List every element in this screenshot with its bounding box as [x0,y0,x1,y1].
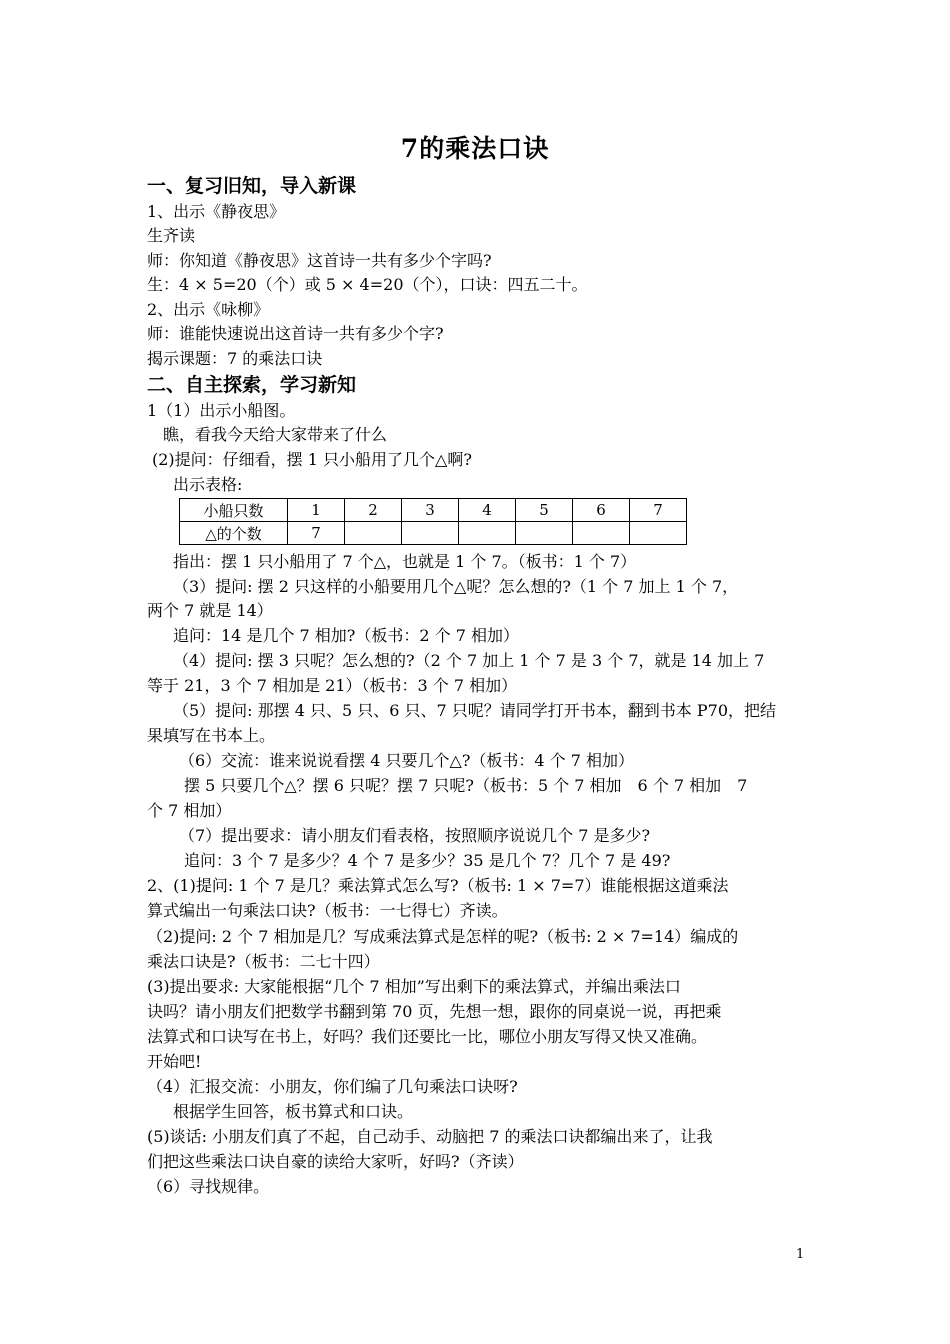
text-line: （5）提问: 那摆 4 只、5 只、6 只、7 只呢？请同学打开书本，翻到书本 P70，把结 [173,701,777,720]
table-cell: 4 [459,499,516,522]
text-line: 师：你知道《静夜思》这首诗一共有多少个字吗? [147,251,492,270]
text-line: 两个 7 就是 14） [147,601,273,620]
text-line: 瞧，看我今天给大家带来了什么 [163,425,388,444]
table-row-header: 小船只数 [180,499,288,522]
table-cell: 7 [288,522,345,545]
text-line: 诀吗？请小朋友们把数学书翻到第 70 页，先想一想，跟你的同桌说一说，再把乘 [147,1002,722,1021]
table-row-header: △的个数 [180,522,288,545]
table-cell [516,522,573,545]
text-line: 等于 21，3 个 7 相加是 21）（板书：3 个 7 相加） [147,676,518,695]
text-line: (2)提问：仔细看，摆 1 只小船用了几个△啊? [152,450,472,469]
text-line: 开始吧! [147,1052,202,1071]
page-number: 1 [796,1247,805,1262]
text-line: 果填写在书本上。 [147,726,276,745]
text-line: （7）提出要求：请小朋友们看表格，按照顺序说说几个 7 是多少? [179,826,651,845]
text-line: （3）提问: 摆 2 只这样的小船要用几个△呢？怎么想的?（1 个 7 加上 1 个 7， [173,577,739,596]
section-heading-1: 一、复习旧知，导入新课 [147,175,357,197]
text-line: 个 7 相加） [147,801,232,820]
table-cell: 1 [288,499,345,522]
text-line: 根据学生回答，板书算式和口诀。 [173,1102,414,1121]
text-line: （6）交流：谁来说说看摆 4 只要几个△?（板书：4 个 7 相加） [179,751,635,770]
text-line: （6）寻找规律。 [147,1177,270,1196]
table-cell [402,522,459,545]
table-cell: 3 [402,499,459,522]
text-line: 追问：14 是几个 7 相加?（板书：2 个 7 相加） [173,626,519,645]
text-line: 2、(1)提问: 1 个 7 是几？乘法算式怎么写?（板书: 1 × 7=7）谁能根据这道乘法 [147,876,729,895]
table-row [180,522,687,545]
text-line: (3)提出要求: 大家能根据“几个 7 相加”写出剩下的乘法算式，并编出乘法口 [147,977,681,996]
text-line: 生齐读 [147,226,196,245]
text-line: 摆 5 只要几个△？摆 6 只呢？摆 7 只呢?（板书：5 个 7 相加 6 个 7 相加 7 [184,776,748,795]
page-title: 7的乘法口诀 [400,134,550,163]
text-line: 指出：摆 1 只小船用了 7 个△，也就是 1 个 7。（板书：1 个 7） [173,552,637,571]
table-cell [345,522,402,545]
text-line: 算式编出一句乘法口诀?（板书：一七得七）齐读。 [147,901,508,920]
text-line: 生：4 × 5=20（个）或 5 × 4=20（个），口诀：四五二十。 [147,275,588,294]
text-line: 出示表格: [173,475,243,494]
text-line: 们把这些乘法口诀自豪的读给大家听，好吗?（齐读） [147,1152,524,1171]
table-cell: 5 [516,499,573,522]
text-line: (5)谈话: 小朋友们真了不起，自己动手、动脑把 7 的乘法口诀都编出来了，让我 [147,1127,713,1146]
text-line: 乘法口诀是?（板书：二七十四） [147,952,380,971]
text-line: 1、出示《静夜思》 [147,202,286,221]
section-heading-2: 二、自主探索，学习新知 [147,374,357,396]
boat-triangle-table [179,498,687,545]
text-line: 追问：3 个 7 是多少？4 个 7 是多少？35 是几个 7？几个 7 是 49? [184,851,671,870]
table-cell: 6 [573,499,630,522]
text-line: 1（1）出示小船图。 [147,401,296,420]
text-line: （4）提问: 摆 3 只呢？怎么想的?（2 个 7 加上 1 个 7 是 3 个 7，就是 14 加上 7 [173,651,765,670]
table-row [180,499,687,522]
text-line: 法算式和口诀写在书上，好吗？我们还要比一比，哪位小朋友写得又快又准确。 [147,1027,708,1046]
text-line: （4）汇报交流：小朋友，你们编了几句乘法口诀呀? [147,1077,518,1096]
table-cell: 7 [630,499,687,522]
table-cell: 2 [345,499,402,522]
text-line: （2)提问: 2 个 7 相加是几？写成乘法算式是怎样的呢?（板书: 2 × 7=14）编成的 [147,927,739,946]
text-line: 2、出示《咏柳》 [147,300,270,319]
table-cell [573,522,630,545]
text-line: 揭示课题：7 的乘法口诀 [147,349,323,368]
table-cell [459,522,516,545]
text-line: 师：谁能快速说出这首诗一共有多少个字? [147,324,444,343]
table-cell [630,522,687,545]
